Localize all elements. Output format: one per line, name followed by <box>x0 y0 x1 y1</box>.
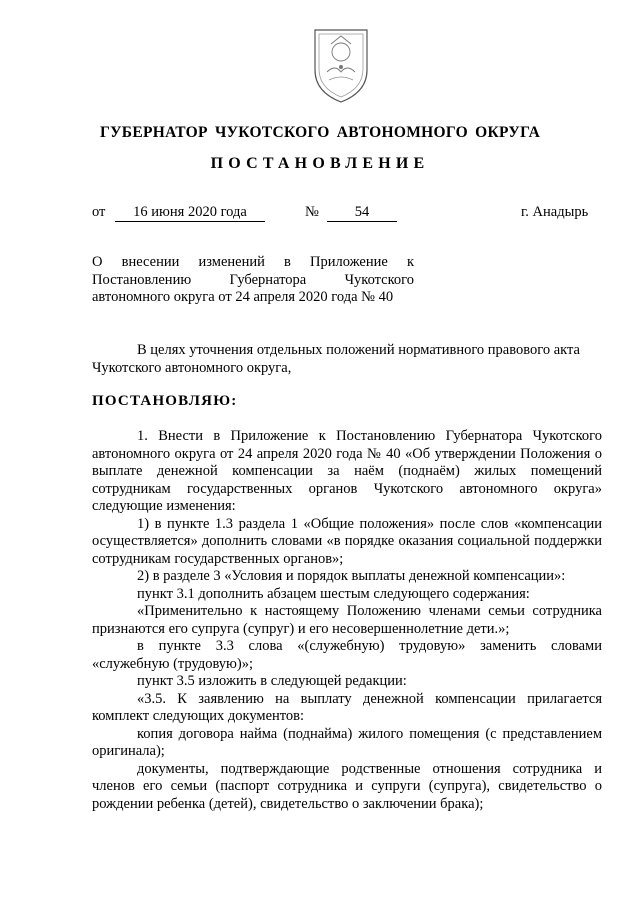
resolve-heading: ПОСТАНОВЛЯЮ: <box>92 393 238 409</box>
body-paragraph: документы, подтверждающие родственные отношения сотрудника и членов его семьи (паспорт сотрудника и супруги (супруга), свидетельство о рождении ребенка (детей), свидетельство о заключении брака); <box>92 760 602 812</box>
body-paragraph: «3.5. К заявлению на выплату денежной компенсации прилагается комплект следующих документов: <box>92 690 602 724</box>
number-label: № <box>305 204 319 220</box>
city-name: г. Анадырь <box>521 204 589 220</box>
document-subject: О внесении изменений в Приложение к Постановлению Губернатора Чукотского автономного округа от 24 апреля 2020 года № 40 <box>92 254 414 305</box>
body-paragraph: 2) в разделе 3 «Условия и порядок выплаты денежной компенсации»: <box>137 568 566 584</box>
document-date: 16 июня 2020 года <box>115 203 265 222</box>
date-from-label: от <box>92 204 106 220</box>
coat-of-arms-emblem <box>307 22 375 104</box>
governor-title: ГУБЕРНАТОР ЧУКОТСКОГО АВТОНОМНОГО ОКРУГА <box>99 124 541 141</box>
preamble <box>92 342 602 377</box>
document-number: 54 <box>327 203 397 222</box>
body-paragraph: пункт 3.5 изложить в следующей редакции: <box>137 673 407 689</box>
preamble-text: В целях уточнения отдельных положений нормативного правового акта Чукотского автономного округа, <box>92 342 580 376</box>
document-type: ПОСТАНОВЛЕНИЕ <box>210 155 430 172</box>
body-paragraph: копия договора найма (поднайма) жилого помещения (с представлением оригинала); <box>92 725 602 759</box>
body-paragraph: «Применительно к настоящему Положению членами семьи сотрудника признаются его супруга (супруг) и его несовершеннолетние дети.»; <box>92 603 602 637</box>
body-paragraph: 1. Внести в Приложение к Постановлению Губернатора Чукотского автономного округа от 24 апреля 2020 года № 40 «Об утверждении Положения о выплате денежной компенсации за наём (поднаём) жилых помещений сотрудникам государственных органов Чукотского автономного округа» следующие изменения: <box>92 428 602 514</box>
body-paragraph: пункт 3.1 дополнить абзацем шестым следующего содержания: <box>137 585 530 602</box>
body-paragraph: в пункте 3.3 слова «(служебную) трудовую» заменить словами «служебную (трудовую)»; <box>92 638 602 672</box>
document-body <box>92 428 602 813</box>
body-paragraph: 1) в пункте 1.3 раздела 1 «Общие положения» после слов «компенсации осуществляется» дополнить словами «в порядке оказания социальной поддержки сотрудникам государственных органов»; <box>92 515 602 567</box>
